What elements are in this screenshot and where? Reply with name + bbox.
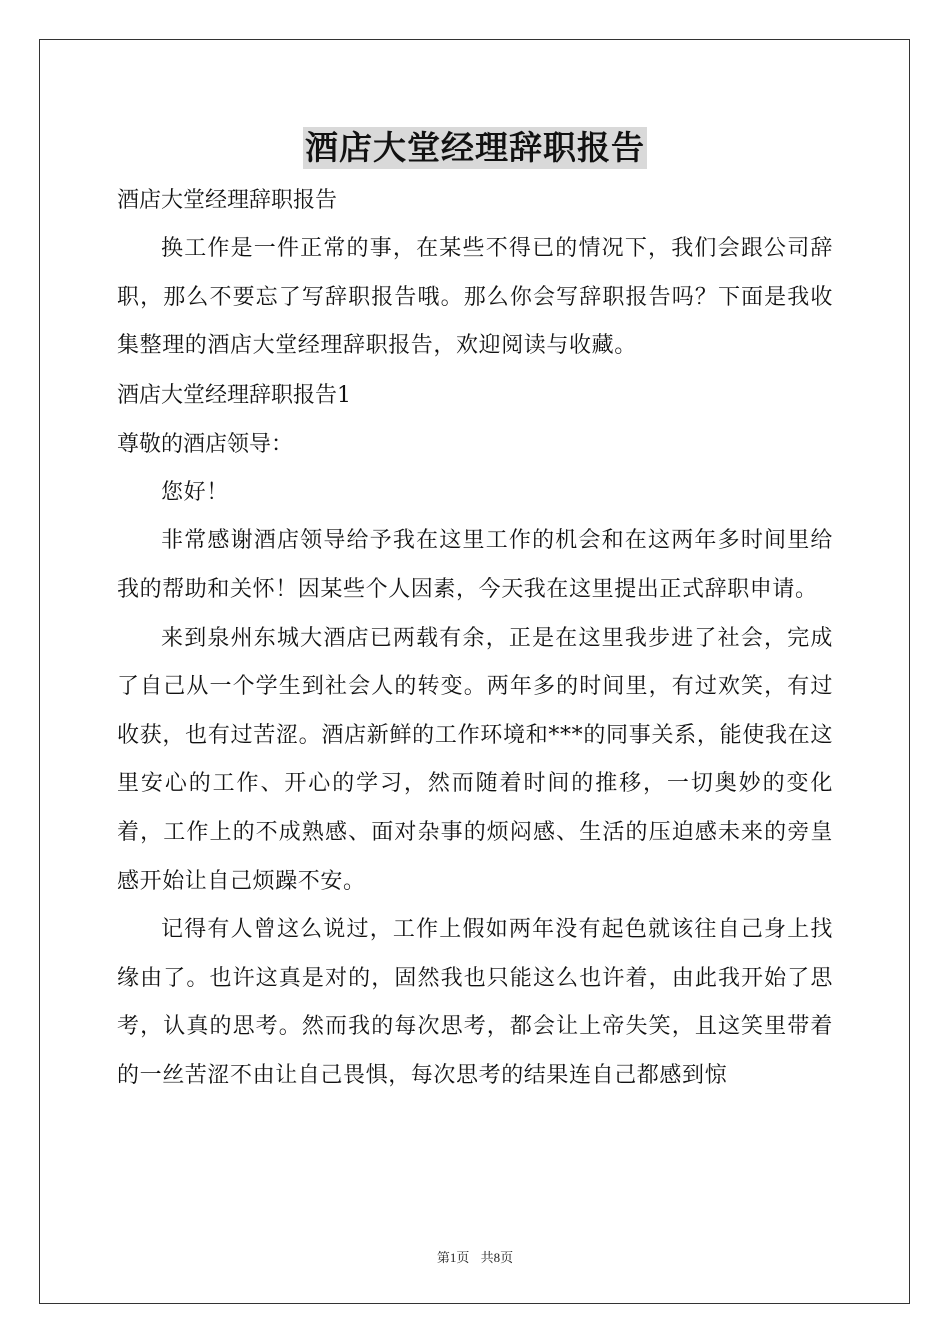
document-body — [117, 176, 833, 1101]
page-number: 第1页 — [436, 1250, 470, 1265]
body-paragraph-3: 记得有人曾这么说过，工作上假如两年没有起色就该往自己身上找缘由了。也许这真是对的，固然我也只能这么也许着，由此我开始了思考，认真的思考。然而我的每次思考，都会让上帝失笑，且这笑里带着的一丝苦涩不由让自己畏惧，每次思考的结果连自己都感到惊 — [117, 917, 833, 1088]
intro-paragraph: 换工作是一件正常的事，在某些不得已的情况下，我们会跟公司辞职，那么不要忘了写辞职报告哦。那么你会写辞职报告吗？下面是我收集整理的酒店大堂经理辞职报告，欢迎阅读与收藏。 — [117, 236, 833, 359]
salutation: 尊敬的酒店领导： — [117, 431, 294, 457]
title-container — [0, 127, 950, 169]
body-paragraph-1: 非常感谢酒店领导给予我在这里工作的机会和在这两年多时间里给我的帮助和关怀！因某些个人因素，今天我在这里提出正式辞职申请。 — [117, 528, 833, 602]
section-heading: 酒店大堂经理辞职报告1 — [117, 382, 351, 408]
document-subtitle: 酒店大堂经理辞职报告 — [117, 188, 338, 213]
page-total: 共8页 — [480, 1250, 514, 1265]
body-paragraph-2: 来到泉州东城大酒店已两载有余，正是在这里我步进了社会，完成了自己从一个学生到社会人的转变。两年多的时间里，有过欢笑，有过收获，也有过苦涩。酒店新鲜的工作环境和***的同事关系，能使我在这里安心的工作、开心的学习，然而随着时间的推移，一切奥妙的变化着，工作上的不成熟感、面对杂事的烦闷感、生活的压迫感未来的旁皇感开始让自己烦躁不安。 — [117, 625, 833, 894]
page-footer — [0, 1247, 950, 1266]
greeting: 您好！ — [161, 479, 229, 505]
document-title: 酒店大堂经理辞职报告 — [305, 128, 645, 167]
